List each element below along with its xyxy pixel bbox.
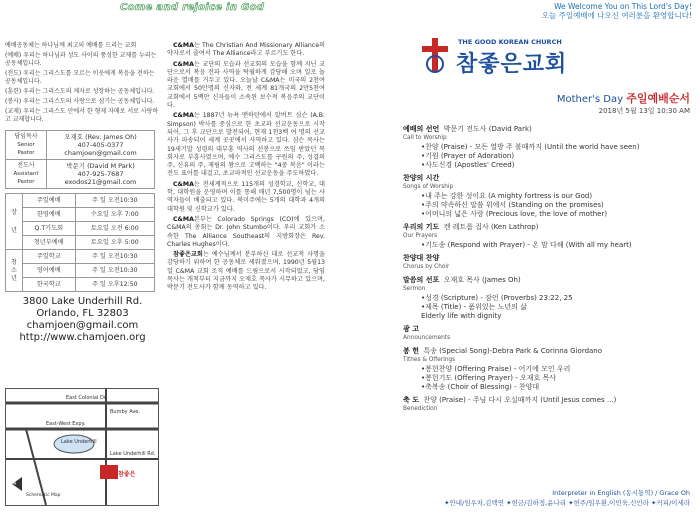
schedule-name: 주일예배 xyxy=(23,194,76,208)
schedule-time: 토요일 오전 6:00 xyxy=(75,222,154,236)
worship-subitem: •봉헌찬양 (Offering Praise) - 어기에 모인 우리 xyxy=(421,365,571,373)
map-road-label: Bumby Ave. xyxy=(110,409,140,415)
role-en: Senior Pastor xyxy=(17,142,35,156)
worship-item-en: Our Prayers xyxy=(403,233,438,239)
schedule-group: 청 소 년 xyxy=(6,250,23,292)
worship-item-value: 켄 레트롭 집사 (Ken Lathrop) xyxy=(443,223,539,231)
worship-item xyxy=(403,174,693,219)
staff-role xyxy=(6,160,47,189)
schedule-row xyxy=(6,222,155,236)
map-road-label: East Colonial Dr. xyxy=(66,395,108,401)
map-note: Schematic Map xyxy=(26,493,61,498)
map-road-label: Lake Underhill Rd. xyxy=(110,451,156,457)
worship-item-en: Sermon xyxy=(403,286,426,292)
cma-paragraph: C&MA는 전세계적으로 115개의 성경학교, 신학교, 대학, 대학원을 운영하며 이를 통해 매년 7,500명이 넘는 사역자들이 배출되고 있다. 북미주에는 5개의 대학과 4개의 대학원 및 신학교가 있다. xyxy=(167,180,325,213)
staff-info xyxy=(47,160,155,189)
worship-item-en: Benediction xyxy=(403,406,438,412)
volunteer-list: ✦안내/임우차,김택연 ✦헌금/김하정,윤나리 ✦헌주/임우환,이민욱,신인라 ✦커피/이세라 xyxy=(444,499,690,507)
schedule-group: 장 년 xyxy=(6,194,23,250)
cma-paragraph: 참좋은교회는 예수님께서 분부하신 대로 선교적 사명을 감당하기 위하여 한 공동체로 세워졌으며, 1990년 5월13일 C&MA 교회 조직 예배를 드림으로서 시작되었고, 담임목사는 개척부터 지금까지 오재호 목사가 시무하고 있으며, 박문기 전도사가 함께 동역하고 있다. xyxy=(167,251,325,292)
mission-line: (전도) 우리는 그리스도를 모르는 이웃에게 복음을 전하는 공동체입니다. xyxy=(5,70,155,85)
staff-email[interactable]: chamjoen@gmail.com xyxy=(64,149,137,157)
role-en: Assistant Pastor xyxy=(13,171,39,185)
worship-item-value: 특송 (Special Song)-Debra Park & Corinna Giordano xyxy=(423,347,603,355)
mission-statement xyxy=(5,42,160,124)
schedule-name: 한영예배 xyxy=(23,208,76,222)
role-ko: 담임목사 xyxy=(14,133,38,140)
church-logo-icon xyxy=(418,36,452,78)
staff-name: 오재호 (Rev. James Oh) xyxy=(64,133,137,141)
cma-paragraph: C&MA는 1887년 뉴욕 맨하탄에서 알버트 심슨 (A.B. Simpson) 박사를 중심으로 한 초교파 선교운동으로 시작되어, 그 후 교단으로 발전되어, 현재 1천3백 여 명의 선교사가 파송되어 세계 곳곳에서 사역하고 있다. 심슨 목사는 19세기말 성령의 대부흥 역사의 선봉으로 쓰임 받았던 목회자로 부흥사였으며, 예수 그리스도를 구원의 주, 성결의 주, 신유의 주, 재림의 왕으로 고백하는 "4중 복음" 이라는 전도 표어를 내걸고, 초교파적인 선교운동을 주도하였다. xyxy=(167,112,325,178)
schedule-time: 주 일 오전10:30 xyxy=(75,250,154,264)
schedule-name: 주일학교 xyxy=(23,250,76,264)
worship-item-en: Announcements xyxy=(403,335,451,341)
cma-paragraph: C&MA는 The Christian And Missionary Alliance의 약자로서 줄여서 The Alliance라고 부르기도 한다. xyxy=(167,42,325,58)
church-name-ko: 참좋은교회 xyxy=(456,52,568,77)
worship-item-value: 박문기 전도사 (David Park) xyxy=(443,125,532,133)
schedule-row xyxy=(6,250,155,264)
mission-line: (훈련) 우리는 그리스도의 제자로 성장하는 공동체입니다. xyxy=(5,88,155,95)
schedule-time: 주 일 오후12:50 xyxy=(75,278,154,292)
worship-subitem: •주의 약속하신 말씀 위에서 (Standing on the promises) xyxy=(421,201,604,209)
worship-subitem: •기원 (Prayer of Adoration) xyxy=(421,152,515,160)
church-name-en: THE GOOD KOREAN CHURCH xyxy=(458,38,562,46)
welcome-en: We Welcome You on This Lord's Day! xyxy=(554,2,692,11)
staff-phone: 407-925-7687 xyxy=(77,170,124,178)
address-city: Orlando, FL 32803 xyxy=(36,308,129,319)
worship-subitem: •사도신경 (Apostles' Creed) xyxy=(421,161,515,169)
worship-subitem: •내 주는 강한 성이요 (A mighty fortress is our God) xyxy=(421,192,593,200)
worship-subitem: Elderly life with dignity xyxy=(421,312,502,320)
schedule-time: 주 일 오전10:30 xyxy=(75,264,154,278)
worship-subitem: •봉헌기도 (Offering Prayer) - 오재호 목사 xyxy=(421,374,557,382)
worship-item xyxy=(403,325,693,343)
worship-item-label: 우리의 기도 xyxy=(403,223,440,231)
map-lake-label: Lake Underhill xyxy=(61,439,97,445)
map-church-label: 참좋은 xyxy=(118,471,136,478)
welcome-ko: 오늘 주일예배에 나오신 여러분을 환영합니다! xyxy=(541,11,692,20)
cma-column xyxy=(167,42,325,295)
worship-subitem: •축복송 (Choir of Blessing) - 찬양대 xyxy=(421,383,540,391)
worship-item-en: Tithes & Offerings xyxy=(403,357,456,363)
worship-subitem: •성경 (Scripture) - 잠언 (Proverbs) 23:22, 25 xyxy=(421,294,573,302)
mission-line: (예배) 우리는 하나님과 성도 사이의 풍성한 교제를 누리는 공동체입니다. xyxy=(5,52,157,67)
worship-item-label: 광 고 xyxy=(403,325,419,333)
worship-item xyxy=(403,276,693,321)
staff-row xyxy=(6,131,155,160)
map-highway-label: 4 xyxy=(13,481,17,487)
schedule-row xyxy=(6,264,155,278)
worship-item-value: 오재호 목사 (James Oh) xyxy=(443,276,521,284)
worship-subitem: •어머니의 넓은 사랑 (Precious love, the love of mother) xyxy=(421,210,608,218)
cma-paragraph: C&MA본부는 Colorado Springs (CO)에 있으며, C&MA의 총회는 Dr. John Stumbo이다. 우리 교회가 소속한 The Alliance Southeast의 지방회장은 Rev. Charles Hughes이다. xyxy=(167,215,325,248)
map-road-label: East-West Expy. xyxy=(46,421,86,427)
worship-item-en: Chorus by Choir xyxy=(403,264,450,270)
header-welcome xyxy=(542,2,692,20)
role-ko: 전도사 xyxy=(17,162,35,169)
service-title-ko: 주일예배순서 xyxy=(626,92,690,105)
worship-subitem: •찬양 (Praise) - 모든 열방 주 볼때까지 (Until the world have seen) xyxy=(421,143,640,151)
mission-line: 예배공동체는 하나님께 최고의 예배를 드리는 교회 xyxy=(5,42,137,49)
worship-item-label: 예배의 선언 xyxy=(403,125,440,133)
schedule-time: 주 일 오전10:30 xyxy=(75,194,154,208)
worship-item xyxy=(403,254,693,272)
staff-role xyxy=(6,131,47,160)
schedule-row xyxy=(6,236,155,250)
worship-item-label: 축 도 xyxy=(403,396,419,404)
staff-row xyxy=(6,160,155,189)
worship-item-label: 찬양의 시간 xyxy=(403,174,440,182)
service-date: 2018년 5월 13일 10:30 AM xyxy=(598,107,690,115)
cma-paragraph: C&MA는 교단의 모습과 선교회의 모습을 함께 지닌 교단으로서 복음 전파 사역을 탁월하게 감당해 오며 일로 놀라운 열매를 거두고 있다. 오늘날 C&MA는 미국의 2천여 교회에서 50만명의 신자와, 전 세계 81개국의 2만5천여 교회에서 5백만 신자들이 소속된 보수적 복음주의 교단이다. xyxy=(167,60,325,110)
worship-item-label: 말씀의 선포 xyxy=(403,276,440,284)
worship-item xyxy=(403,347,693,392)
interpreter-note: Interpreter in English (동시통역) / Grace Oh xyxy=(552,489,690,497)
worship-subitem: •기도송 (Respond with Prayer) - 온 맘 다해 (With all my heart) xyxy=(421,241,632,249)
worship-item-en: Songs of Worship xyxy=(403,184,454,190)
address-street: 3800 Lake Underhill Rd. xyxy=(22,296,143,307)
schedule-name: Q.T기도회 xyxy=(23,222,76,236)
worship-item-value: 찬양 (Praise) - 주님 다시 오실때까지 (Until Jesus comes ...) xyxy=(423,396,617,404)
staff-phone: 407-405-0377 xyxy=(77,141,124,149)
worship-item xyxy=(403,125,693,170)
schedule-name: 한국학교 xyxy=(23,278,76,292)
service-title-en: Mother's Day xyxy=(556,94,624,105)
left-column xyxy=(5,42,160,344)
worship-subitem: •제목 (Title) - 품위있는 노년의 삶 xyxy=(421,303,527,311)
address-email[interactable]: chamjoen@gmail.com xyxy=(26,320,139,331)
schedule-row xyxy=(6,278,155,292)
staff-email[interactable]: exodos21@gmail.com xyxy=(64,178,137,186)
mission-line: (교제) 우리는 그리스도 안에서 한 형제 자매로 서로 사랑하고 교제합니다. xyxy=(5,108,159,123)
staff-table xyxy=(5,130,155,189)
address-website[interactable]: http://www.chamjoen.org xyxy=(19,332,146,343)
location-map xyxy=(5,388,159,506)
schedule-name: 영어예배 xyxy=(23,264,76,278)
schedule-row xyxy=(6,194,155,208)
worship-item xyxy=(403,396,693,414)
schedule-time: 토요일 오후 5:00 xyxy=(75,236,154,250)
header-tagline: Come and rejoice in God xyxy=(120,2,265,13)
service-title xyxy=(557,90,690,106)
staff-name: 박문기 (David M Park) xyxy=(66,162,135,170)
worship-item-label: 찬양대 찬양 xyxy=(403,254,440,262)
staff-info xyxy=(47,131,155,160)
worship-item xyxy=(403,223,693,250)
worship-item-label: 봉 헌 xyxy=(403,347,419,355)
mission-line: (봉사) 우리는 그리스도의 사랑으로 섬기는 공동체입니다. xyxy=(5,98,155,105)
worship-item-en: Call to Worship xyxy=(403,135,447,141)
church-address xyxy=(5,296,160,344)
order-of-worship xyxy=(403,125,693,418)
map-graphic xyxy=(6,389,158,505)
schedule-table xyxy=(5,193,155,292)
schedule-time: 수요일 오후 7:00 xyxy=(75,208,154,222)
schedule-name: 청년부예배 xyxy=(23,236,76,250)
schedule-row xyxy=(6,208,155,222)
